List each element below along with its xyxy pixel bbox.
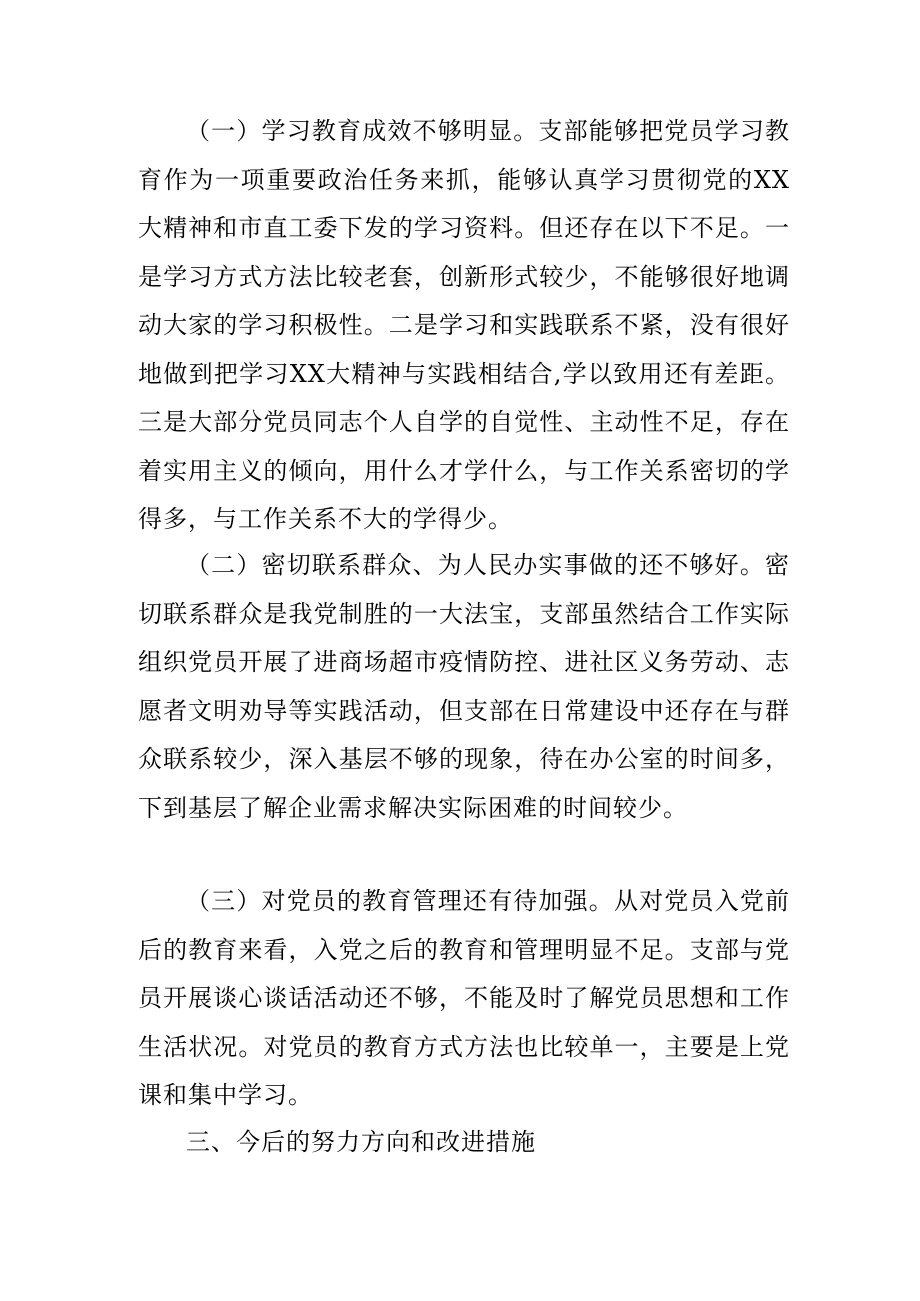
paragraph-mass-contact: （二）密切联系群众、为人民办实事做的还不够好。密切联系群众是我党制胜的一大法宝，支部虽然结合工作实际组织党员开展了进商场超市疫情防控、进社区义务劳动、志愿者文明劝导等实践活动，但支部在日常建设中还存在与群众联系较少，深入基层不够的现象，待在办公室的时间多，下到基层了解企业需求解决实际困难的时间较少。 bbox=[138, 551, 790, 822]
paragraph-member-management: （三）对党员的教育管理还有待加强。从对党员入党前后的教育来看，入党之后的教育和管理明显不足。支部与党员开展谈心谈话活动还不够，不能及时了解党员思想和工作生活状况。对党员的教育方式方法也比较单一，主要是上党课和集中学习。 bbox=[138, 887, 790, 1109]
section-heading: 三、今后的努力方向和改进措施 bbox=[186, 1128, 536, 1156]
paragraph-study-education: （一）学习教育成效不够明显。支部能够把党员学习教育作为一项重要政治任务来抓，能够认真学习贯彻党的XX大精神和市直工委下发的学习资料。但还存在以下不足。一是学习方式方法比较老套，创新形式较少，不能够很好地调动大家的学习积极性。二是学习和实践联系不紧，没有很好地做到把学习XX大精神与实践相结合,学以致用还有差距。三是大部分党员同志个人自学的自觉性、主动性不足，存在着实用主义的倾向，用什么才学什么，与工作关系密切的学得多，与工作关系不大的学得少。 bbox=[138, 117, 790, 533]
